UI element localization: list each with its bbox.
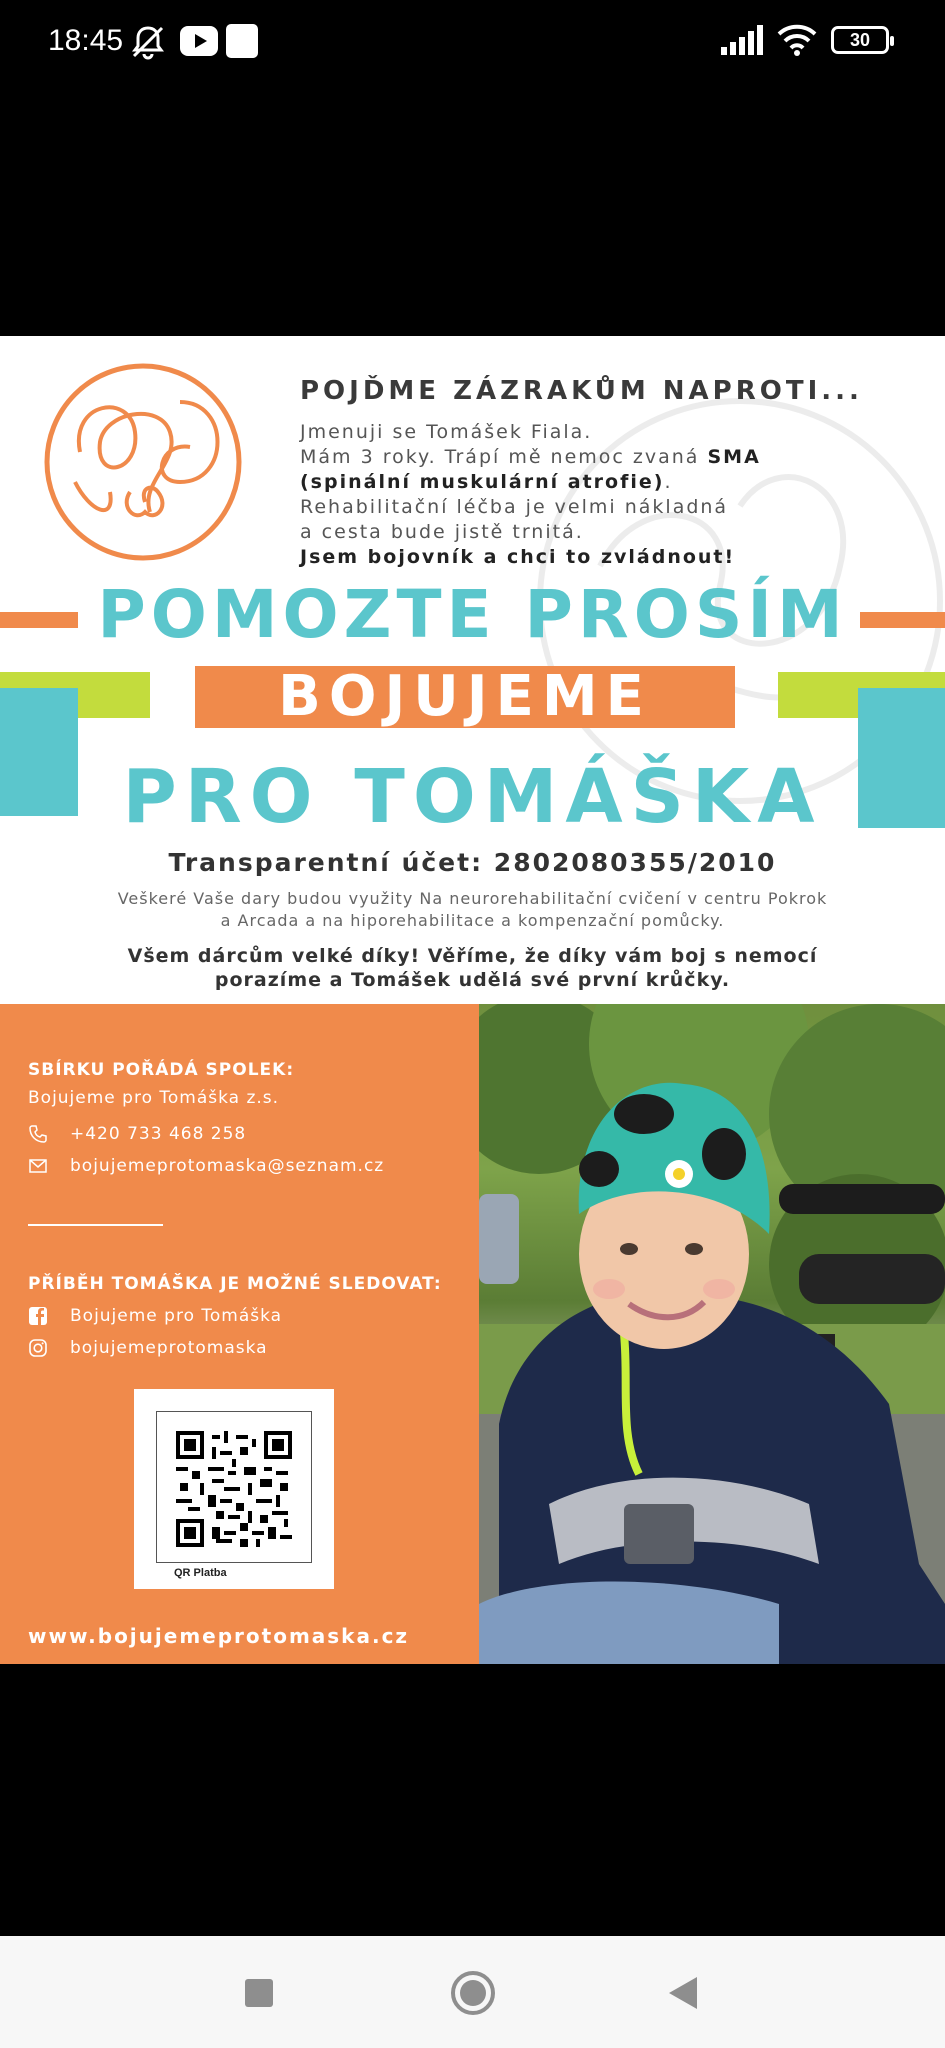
description-line: Veškeré Vaše dary budou využity Na neurorehabilitační cvičení v centru Pokrok xyxy=(117,889,828,908)
instagram-row[interactable] xyxy=(28,1338,268,1358)
square-icon xyxy=(243,1977,275,2009)
phone-row[interactable] xyxy=(28,1124,246,1144)
intro-text xyxy=(300,420,900,570)
thanks-line: Všem dárcům velké díky! Věříme, že díky vám boj s nemocí xyxy=(127,945,818,967)
divider xyxy=(28,1224,163,1226)
youtube-icon xyxy=(180,26,218,56)
email-address: bojujemeprotomaska@seznam.cz xyxy=(70,1156,385,1176)
navigation-bar xyxy=(0,1936,945,2048)
fundraising-poster xyxy=(0,336,945,1664)
contact-panel xyxy=(0,1004,479,1664)
signal-icon xyxy=(721,25,763,55)
qr-code-icon xyxy=(176,1431,292,1547)
intro-line: Jsem bojovník a chci to zvládnout! xyxy=(300,546,736,568)
qr-label: QR Platba xyxy=(174,1567,227,1579)
headline-fight: BOJUJEME xyxy=(195,666,735,728)
battery-level: 30 xyxy=(849,29,871,50)
mute-bell-icon xyxy=(128,22,168,62)
facebook-row[interactable] xyxy=(28,1306,282,1326)
headline-help: POMOZTE PROSÍM xyxy=(97,576,848,653)
phone-number: +420 733 468 258 xyxy=(70,1124,247,1144)
phone-icon xyxy=(28,1124,48,1144)
status-bar xyxy=(0,0,945,84)
website-link[interactable]: www.bojujemeprotomaska.cz xyxy=(28,1624,410,1648)
follow-heading: PŘÍBĚH TOMÁŠKA JE MOŽNÉ SLEDOVAT: xyxy=(28,1274,442,1294)
home-button[interactable] xyxy=(448,1968,498,2018)
thanks-text xyxy=(40,944,905,992)
intro-title: POJĎME ZÁZRAKŮM NAPROTI... xyxy=(300,376,863,406)
app-notification-icon xyxy=(226,24,258,58)
child-photo-illustration xyxy=(479,1004,945,1664)
instagram-handle: bojujemeprotomaska xyxy=(70,1338,268,1358)
thanks-line: porazíme a Tomášek udělá své první krůčky. xyxy=(214,969,731,991)
intro-line: (spinální muskulární atrofie). xyxy=(300,471,673,493)
intro-line: Rehabilitační léčba je velmi nákladná xyxy=(300,496,729,518)
home-circle-icon xyxy=(449,1969,497,2017)
facebook-icon xyxy=(28,1306,48,1326)
logo-icon xyxy=(40,362,250,562)
wifi-icon xyxy=(777,24,817,56)
intro-line: a cesta bude jistě trnitá. xyxy=(300,521,584,543)
mail-icon xyxy=(28,1156,48,1176)
donation-description xyxy=(30,888,915,932)
description-line: a Arcada a na hiporehabilitace a kompenzační pomůcky. xyxy=(220,911,725,930)
email-row[interactable] xyxy=(28,1156,384,1176)
instagram-icon xyxy=(28,1338,48,1358)
status-time: 18:45 xyxy=(48,24,124,57)
back-button[interactable] xyxy=(658,1968,708,2018)
headline-for-tomasek: PRO TOMÁŠKA xyxy=(122,754,823,840)
intro-line: Mám 3 roky. Trápí mě nemoc zvaná SMA xyxy=(300,446,761,468)
qr-payment-box[interactable] xyxy=(134,1389,334,1589)
organizer-name: Bojujeme pro Tomáška z.s. xyxy=(28,1088,280,1108)
recents-button[interactable] xyxy=(234,1968,284,2018)
intro-line: Jmenuji se Tomášek Fiala. xyxy=(300,421,593,443)
child-photo xyxy=(479,1004,945,1664)
battery-icon xyxy=(831,26,889,54)
organizer-heading: SBÍRKU POŘÁDÁ SPOLEK: xyxy=(28,1060,295,1080)
facebook-name: Bojujeme pro Tomáška xyxy=(70,1306,283,1326)
bank-account: Transparentní účet: 2802080355/2010 xyxy=(168,848,777,877)
back-triangle-icon xyxy=(665,1975,701,2011)
